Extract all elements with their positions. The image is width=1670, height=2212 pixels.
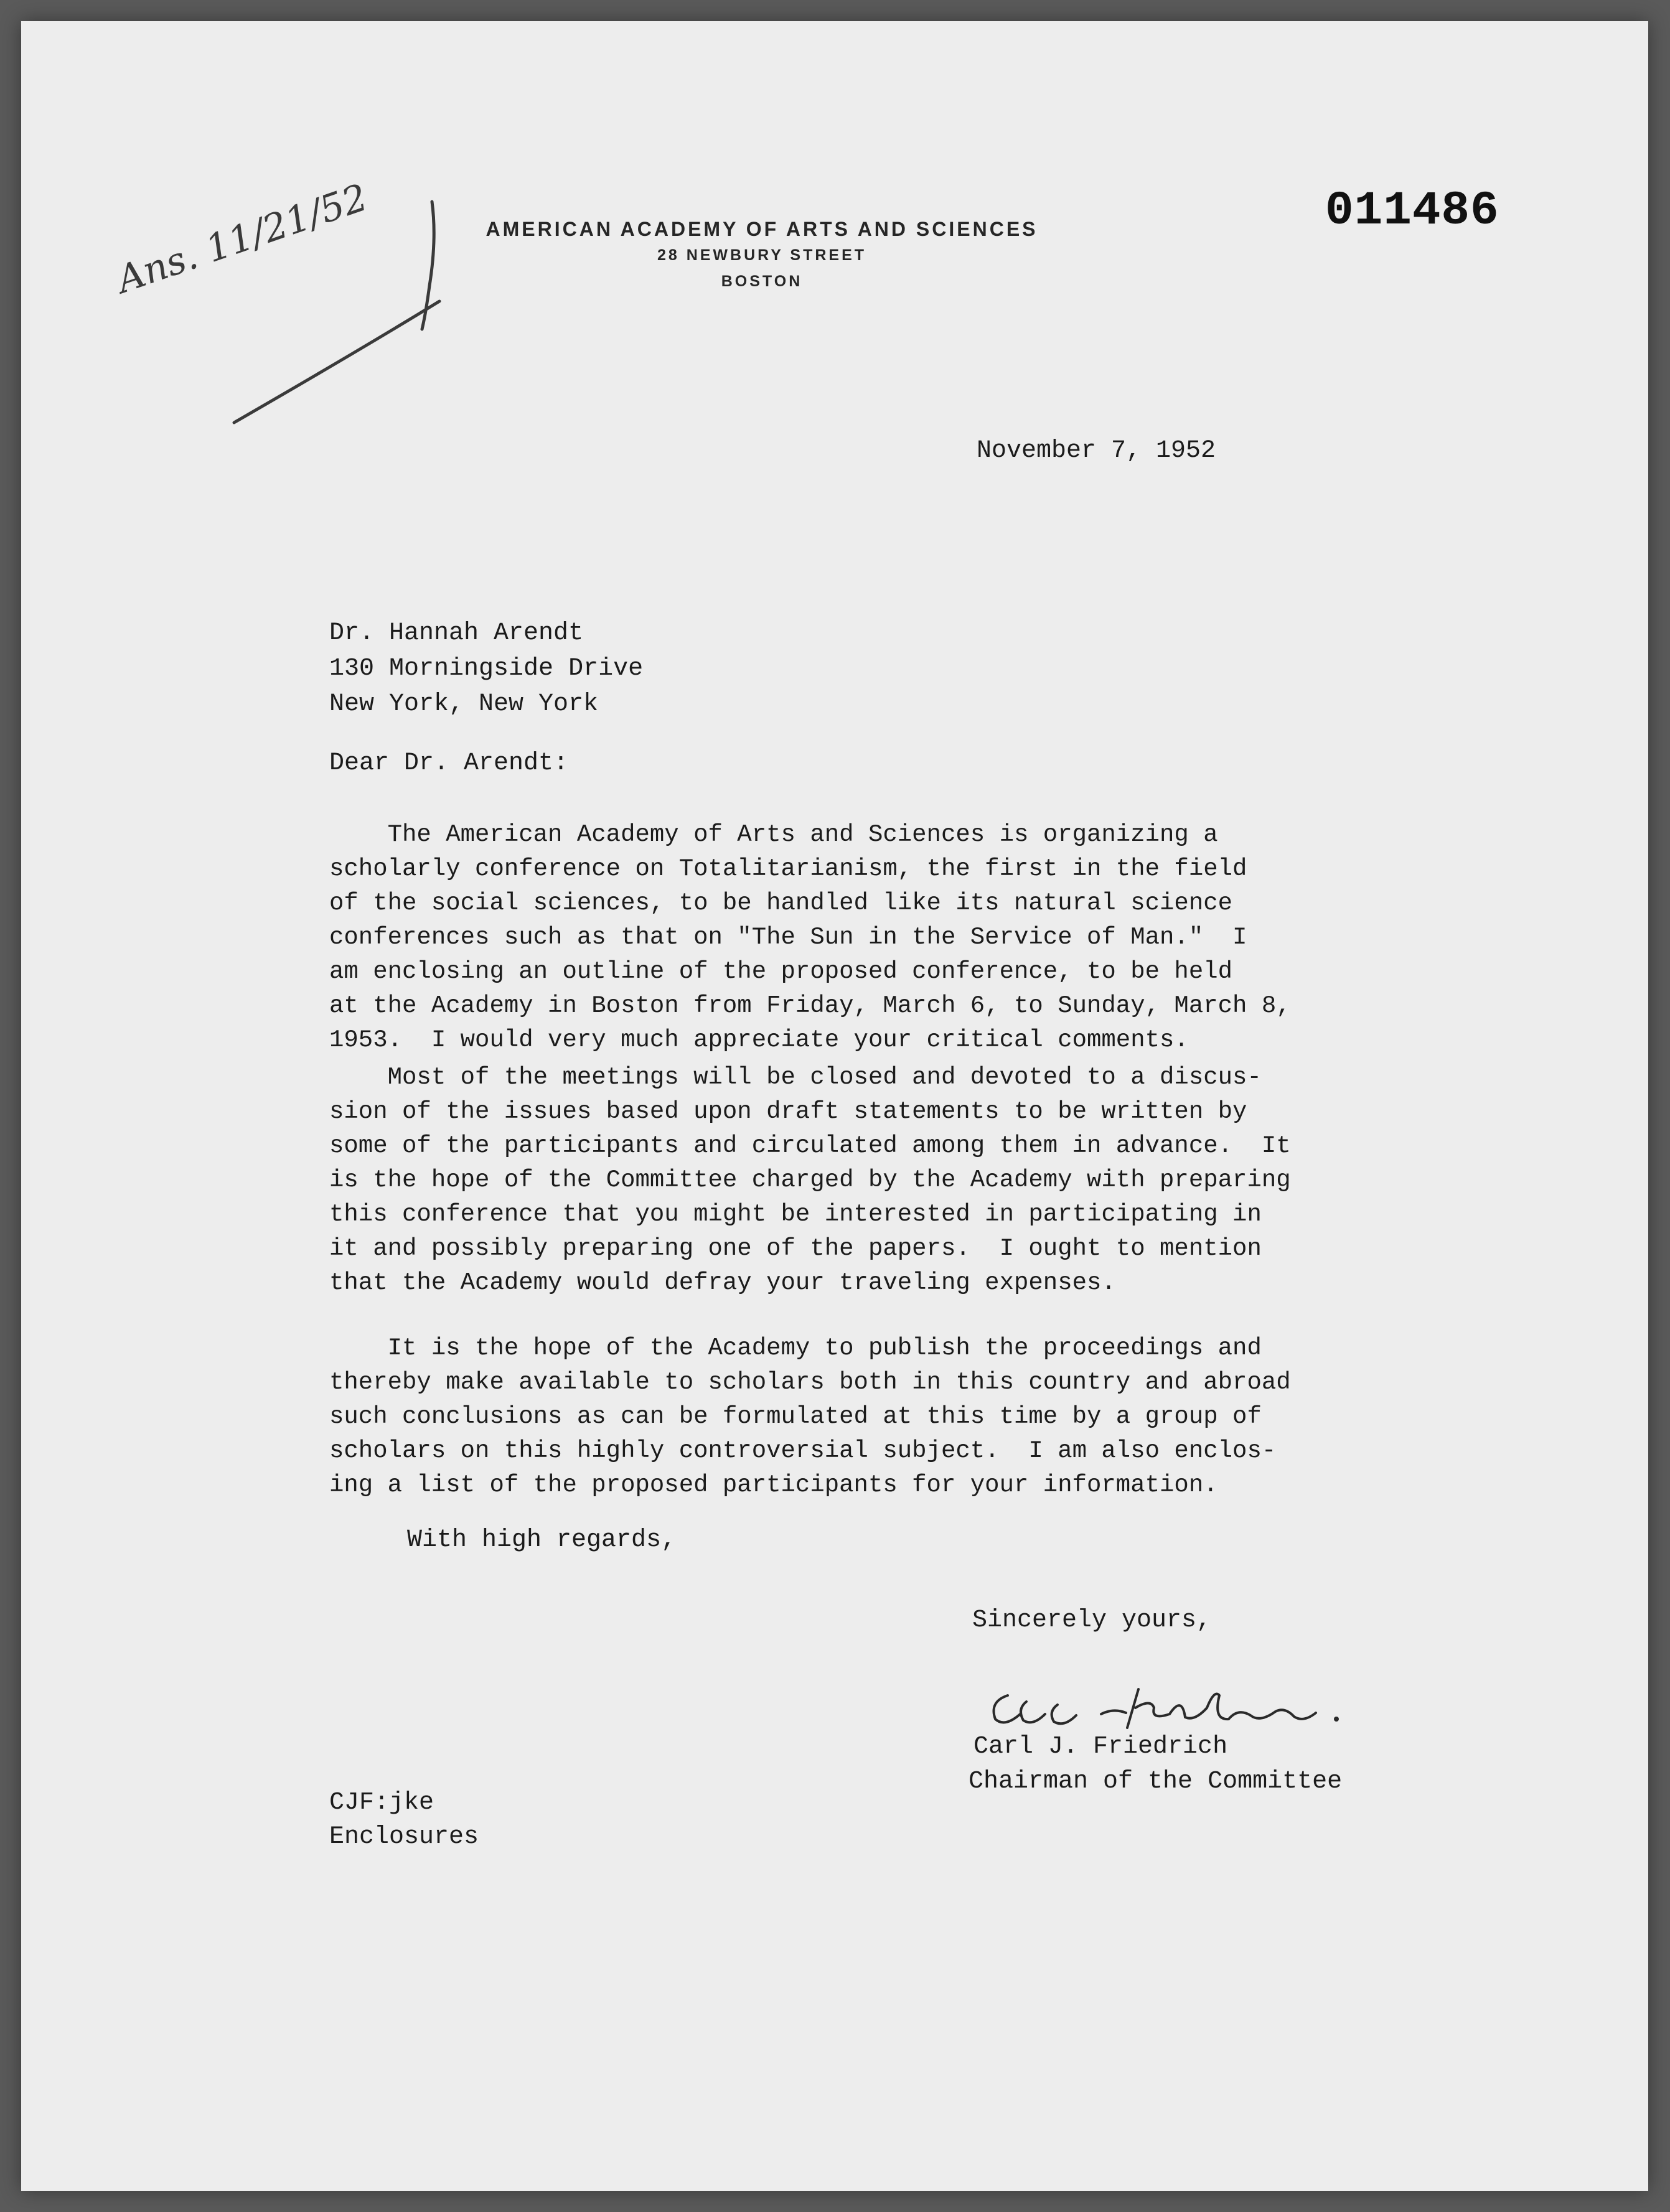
paragraph-line: at the Academy in Boston from Friday, March 6, to Sunday, March 8, [329, 992, 1291, 1019]
paragraph-line: some of the participants and circulated among them in advance. It [329, 1132, 1291, 1160]
reference-initials: CJF:jke [329, 1789, 434, 1817]
body-paragraph-2 [329, 1061, 1291, 1300]
paragraph-line: It is the hope of the Academy to publish the proceedings and [329, 1334, 1262, 1362]
paragraph-line: Most of the meetings will be closed and devoted to a discus- [329, 1064, 1262, 1091]
signer-name: Carl J. Friedrich [973, 1733, 1228, 1761]
paragraph-line: scholarly conference on Totalitarianism, the first in the field [329, 855, 1247, 883]
letterhead-organization: AMERICAN ACADEMY OF ARTS AND SCIENCES [486, 218, 1038, 240]
letter-date: November 7, 1952 [977, 437, 1216, 465]
paragraph-line: thereby make available to scholars both in this country and abroad [329, 1369, 1291, 1396]
body-paragraph-3 [329, 1331, 1291, 1502]
paragraph-line: sion of the issues based upon draft statements to be written by [329, 1098, 1247, 1125]
handwritten-signature [983, 1671, 1381, 1739]
letter-page [21, 21, 1648, 2191]
paragraph-line: this conference that you might be interested in participating in [329, 1201, 1262, 1228]
handwritten-note: Ans. 11/21/52 [111, 176, 373, 302]
signoff: Sincerely yours, [972, 1606, 1212, 1634]
letterhead-street: 28 NEWBURY STREET [657, 246, 867, 264]
paragraph-line: scholars on this highly controversial subject. I am also enclos- [329, 1437, 1277, 1465]
enclosures-note: Enclosures [329, 1823, 479, 1851]
letterhead-city: BOSTON [721, 273, 803, 290]
closing-phrase: With high regards, [407, 1526, 677, 1554]
recipient-address [329, 616, 643, 722]
paragraph-line: 1953. I would very much appreciate your critical comments. [329, 1026, 1189, 1054]
recipient-city: New York, New York [329, 690, 599, 718]
paragraph-line: such conclusions as can be formulated at this time by a group of [329, 1403, 1262, 1430]
paragraph-line: it and possibly preparing one of the papers. I ought to mention [329, 1235, 1262, 1262]
body-paragraph-1 [329, 818, 1291, 1057]
document-number: 011486 [1325, 184, 1499, 238]
signer-title: Chairman of the Committee [969, 1768, 1343, 1796]
paragraph-line: ing a list of the proposed participants for your information. [329, 1471, 1218, 1499]
paragraph-line: of the social sciences, to be handled like its natural science [329, 889, 1233, 917]
recipient-street: 130 Morningside Drive [329, 655, 644, 683]
salutation: Dear Dr. Arendt: [329, 749, 569, 777]
paragraph-line: conferences such as that on "The Sun in the Service of Man." I [329, 924, 1247, 951]
paragraph-line: The American Academy of Arts and Sciences is organizing a [329, 821, 1218, 848]
recipient-name: Dr. Hannah Arendt [329, 619, 584, 647]
paragraph-line: is the hope of the Committee charged by the Academy with preparing [329, 1166, 1291, 1194]
signature-strokes [983, 1671, 1381, 1739]
paragraph-line: that the Academy would defray your traveling expenses. [329, 1269, 1116, 1296]
paragraph-line: am enclosing an outline of the proposed conference, to be held [329, 958, 1233, 985]
